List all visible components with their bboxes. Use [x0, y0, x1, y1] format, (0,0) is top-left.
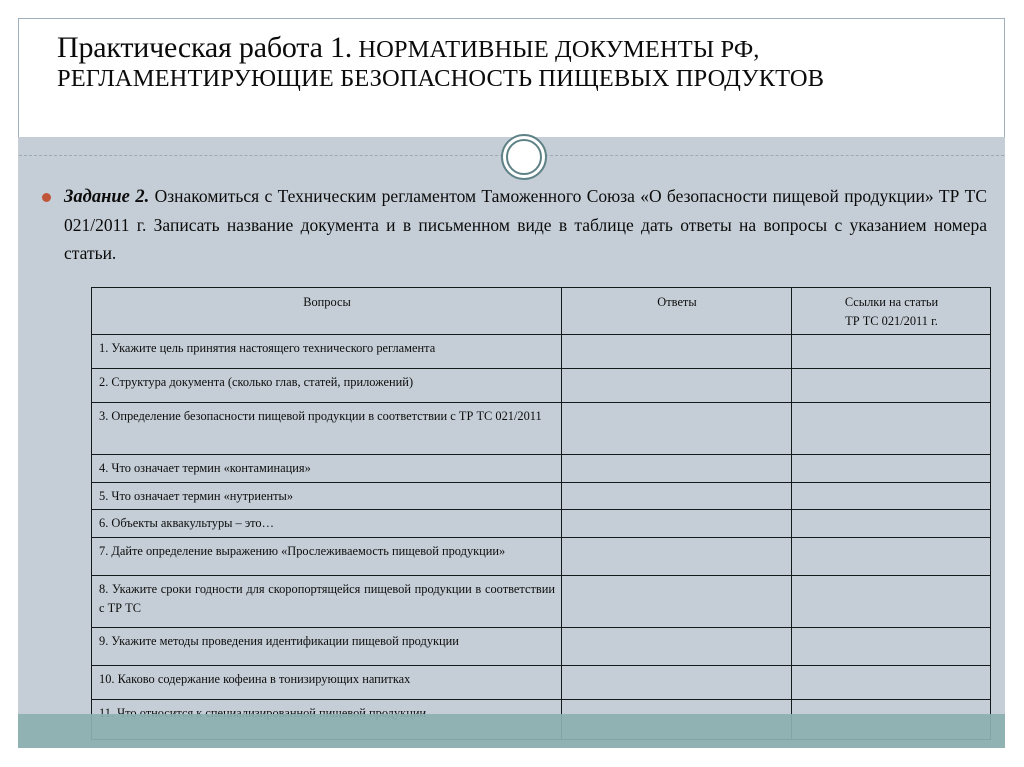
question-cell: 9. Укажите методы проведения идентификации пищевой продукции — [92, 628, 562, 666]
answer-cell[interactable] — [562, 455, 792, 483]
question-cell: 2. Структура документа (сколько глав, статей, приложений) — [92, 369, 562, 403]
question-cell: 4. Что означает термин «контаминация» — [92, 455, 562, 483]
slide-header — [18, 18, 1005, 137]
reference-cell[interactable] — [792, 455, 991, 483]
question-cell: 7. Дайте определение выражению «Прослеживаемость пищевой продукции» — [92, 538, 562, 576]
column-header-answers: Ответы — [562, 288, 792, 335]
slide — [18, 18, 1005, 748]
page-title — [57, 31, 977, 93]
circle-ornament-inner-ring — [506, 139, 542, 175]
table-row — [92, 482, 991, 510]
column-header-references-line1: Ссылки на статьи — [844, 295, 939, 309]
answer-cell[interactable] — [562, 369, 792, 403]
question-cell: 8. Укажите сроки годности для скоропортящейся пищевой продукции в соответствии с ТР ТС — [92, 576, 562, 628]
task-label: Задание 2. — [64, 187, 150, 207]
circle-ornament-icon — [501, 134, 547, 180]
table-row — [92, 538, 991, 576]
title-line-1 — [57, 31, 977, 65]
task-text — [64, 183, 987, 268]
task-body: Ознакомиться с Техническим регламентом Таможенного Союза «О безопасности пищевой продукции» ТР ТС 021/2011 г. Записать название документа и в письменном виде в таблице дать ответы на вопросы с указанием номера статьи. — [64, 186, 987, 263]
table-row — [92, 510, 991, 538]
footer-band — [18, 714, 1005, 748]
answer-cell[interactable] — [562, 666, 792, 700]
table-row — [92, 335, 991, 369]
table-row — [92, 666, 991, 700]
question-cell: 1. Укажите цель принятия настоящего технического регламента — [92, 335, 562, 369]
table-row — [92, 576, 991, 628]
reference-cell[interactable] — [792, 666, 991, 700]
answer-cell[interactable] — [562, 538, 792, 576]
reference-cell[interactable] — [792, 482, 991, 510]
questions-table — [91, 287, 991, 740]
question-cell: 6. Объекты аквакультуры – это… — [92, 510, 562, 538]
answer-cell[interactable] — [562, 576, 792, 628]
reference-cell[interactable] — [792, 335, 991, 369]
reference-cell[interactable] — [792, 369, 991, 403]
column-header-references — [792, 288, 991, 335]
answer-cell[interactable] — [562, 335, 792, 369]
title-rest-text: НОРМАТИВНЫЕ ДОКУМЕНТЫ РФ, — [352, 36, 760, 63]
answer-cell[interactable] — [562, 482, 792, 510]
reference-cell[interactable] — [792, 510, 991, 538]
question-cell: 3. Определение безопасности пищевой продукции в соответствии с ТР ТС 021/2011 — [92, 403, 562, 455]
table-row — [92, 403, 991, 455]
title-main-text: Практическая работа 1. — [57, 31, 353, 64]
question-cell: 5. Что означает термин «нутриенты» — [92, 482, 562, 510]
table-row — [92, 369, 991, 403]
table-row — [92, 455, 991, 483]
answer-cell[interactable] — [562, 403, 792, 455]
reference-cell[interactable] — [792, 628, 991, 666]
column-header-references-line2: ТР ТС 021/2011 г. — [845, 313, 938, 328]
reference-cell[interactable] — [792, 538, 991, 576]
table-row — [92, 628, 991, 666]
answer-cell[interactable] — [562, 510, 792, 538]
questions-table-body — [92, 335, 991, 740]
table-header-row — [92, 288, 991, 335]
column-header-questions: Вопросы — [92, 288, 562, 335]
answer-cell[interactable] — [562, 628, 792, 666]
question-cell: 10. Каково содержание кофеина в тонизирующих напитках — [92, 666, 562, 700]
reference-cell[interactable] — [792, 403, 991, 455]
title-line-2: РЕГЛАМЕНТИРУЮЩИЕ БЕЗОПАСНОСТЬ ПИЩЕВЫХ ПРОДУКТОВ — [57, 65, 825, 93]
reference-cell[interactable] — [792, 576, 991, 628]
bullet-icon — [42, 193, 51, 202]
task-paragraph — [42, 183, 987, 268]
